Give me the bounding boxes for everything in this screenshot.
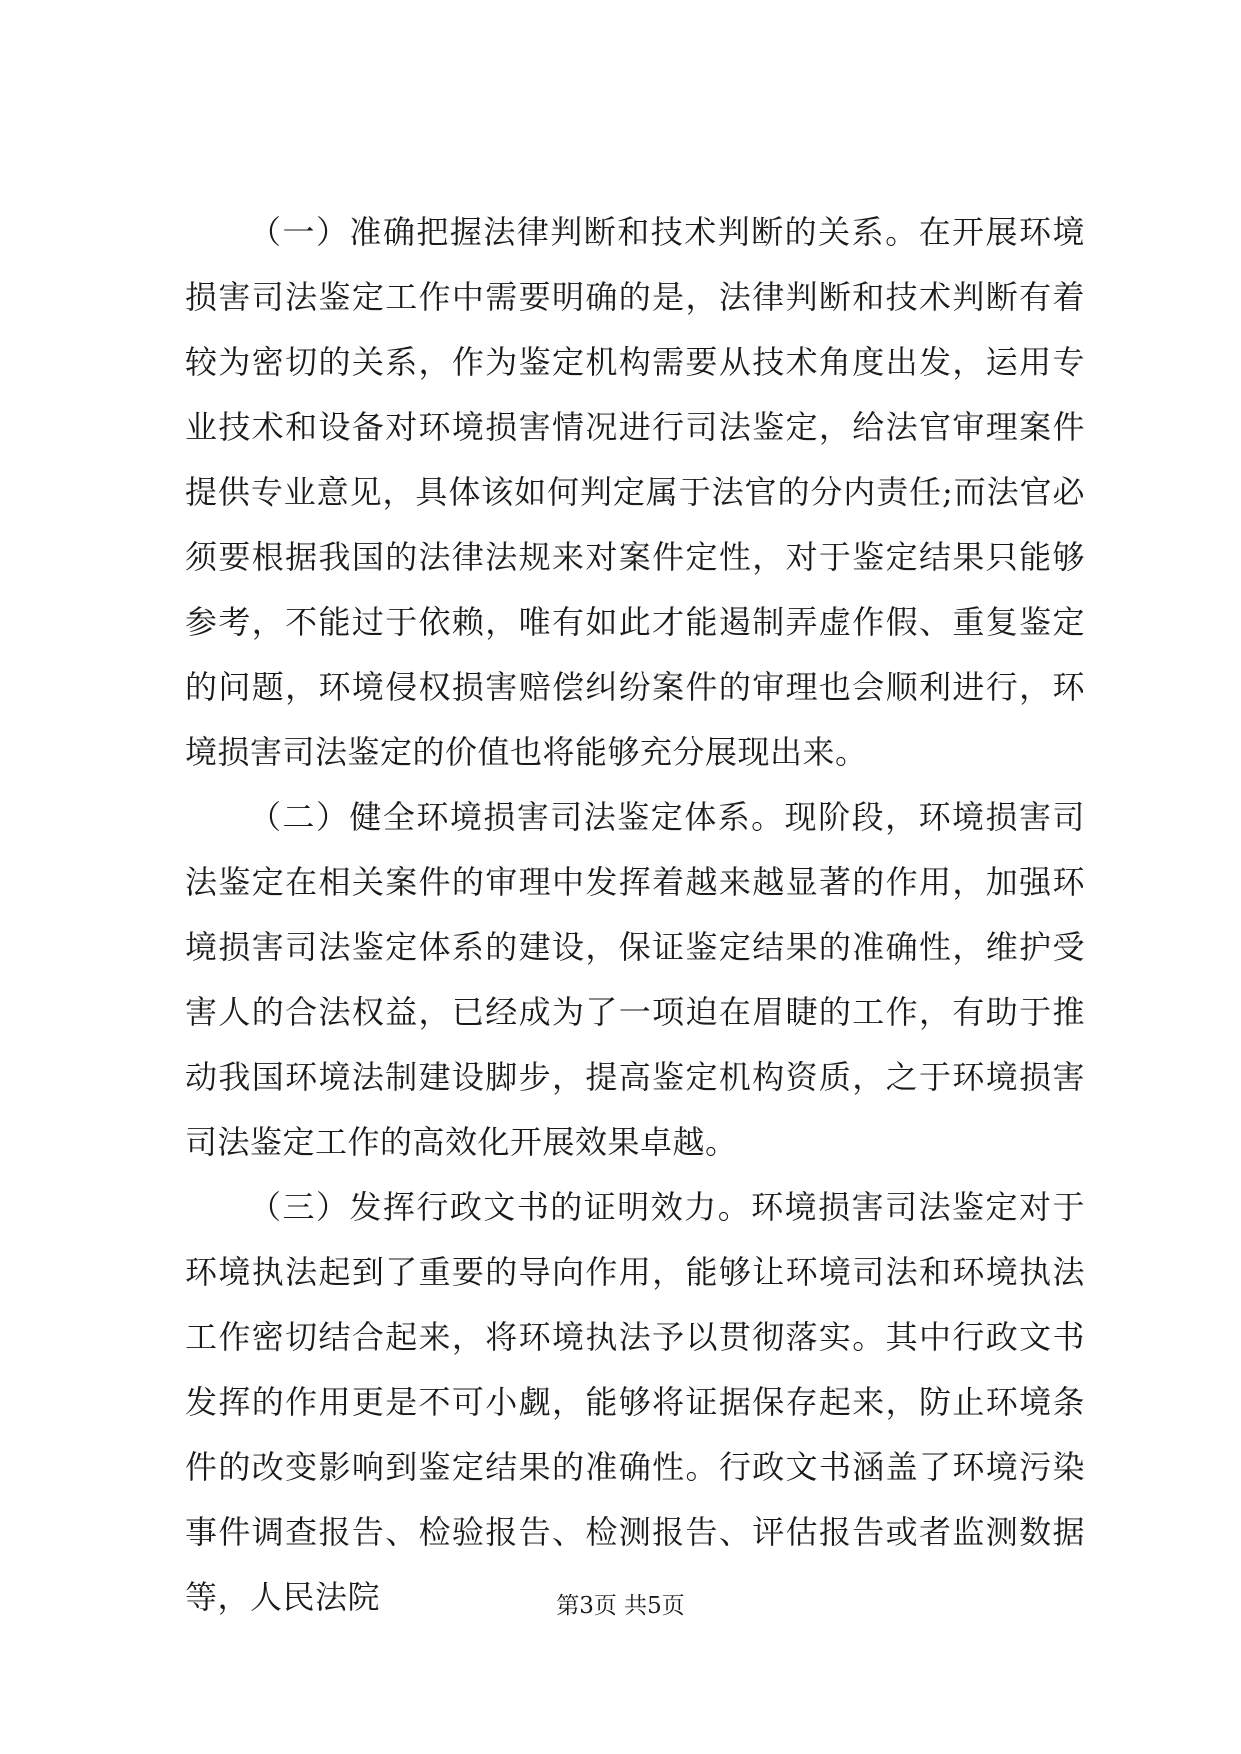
- page-footer: [0, 1591, 1241, 1621]
- paragraph-2: （二）健全环境损害司法鉴定体系。现阶段，环境损害司法鉴定在相关案件的审理中发挥着越来越显著的作用，加强环境损害司法鉴定体系的建设，保证鉴定结果的准确性，维护受害人的合法权益，已经成为了一项迫在眉睫的工作，有助于推动我国环境法制建设脚步，提高鉴定机构资质，之于环境损害司法鉴定工作的高效化开展效果卓越。: [185, 798, 1085, 1161]
- document-body: [185, 200, 1085, 1630]
- page-number-label: 第3页 共5页: [556, 1593, 685, 1619]
- paragraph-3: （三）发挥行政文书的证明效力。环境损害司法鉴定对于环境执法起到了重要的导向作用，能够让环境司法和环境执法工作密切结合起来，将环境执法予以贯彻落实。其中行政文书发挥的作用更是不可小觑，能够将证据保存起来，防止环境条件的改变影响到鉴定结果的准确性。行政文书涵盖了环境污染事件调查报告、检验报告、检测报告、评估报告或者监测数据等，人民法院: [185, 1188, 1085, 1616]
- paragraph-1: （一）准确把握法律判断和技术判断的关系。在开展环境损害司法鉴定工作中需要明确的是，法律判断和技术判断有着较为密切的关系，作为鉴定机构需要从技术角度出发，运用专业技术和设备对环境损害情况进行司法鉴定，给法官审理案件提供专业意见，具体该如何判定属于法官的分内责任;而法官必须要根据我国的法律法规来对案件定性，对于鉴定结果只能够参考，不能过于依赖，唯有如此才能遏制弄虚作假、重复鉴定的问题，环境侵权损害赔偿纠纷案件的审理也会顺利进行，环境损害司法鉴定的价值也将能够充分展现出来。: [185, 213, 1085, 771]
